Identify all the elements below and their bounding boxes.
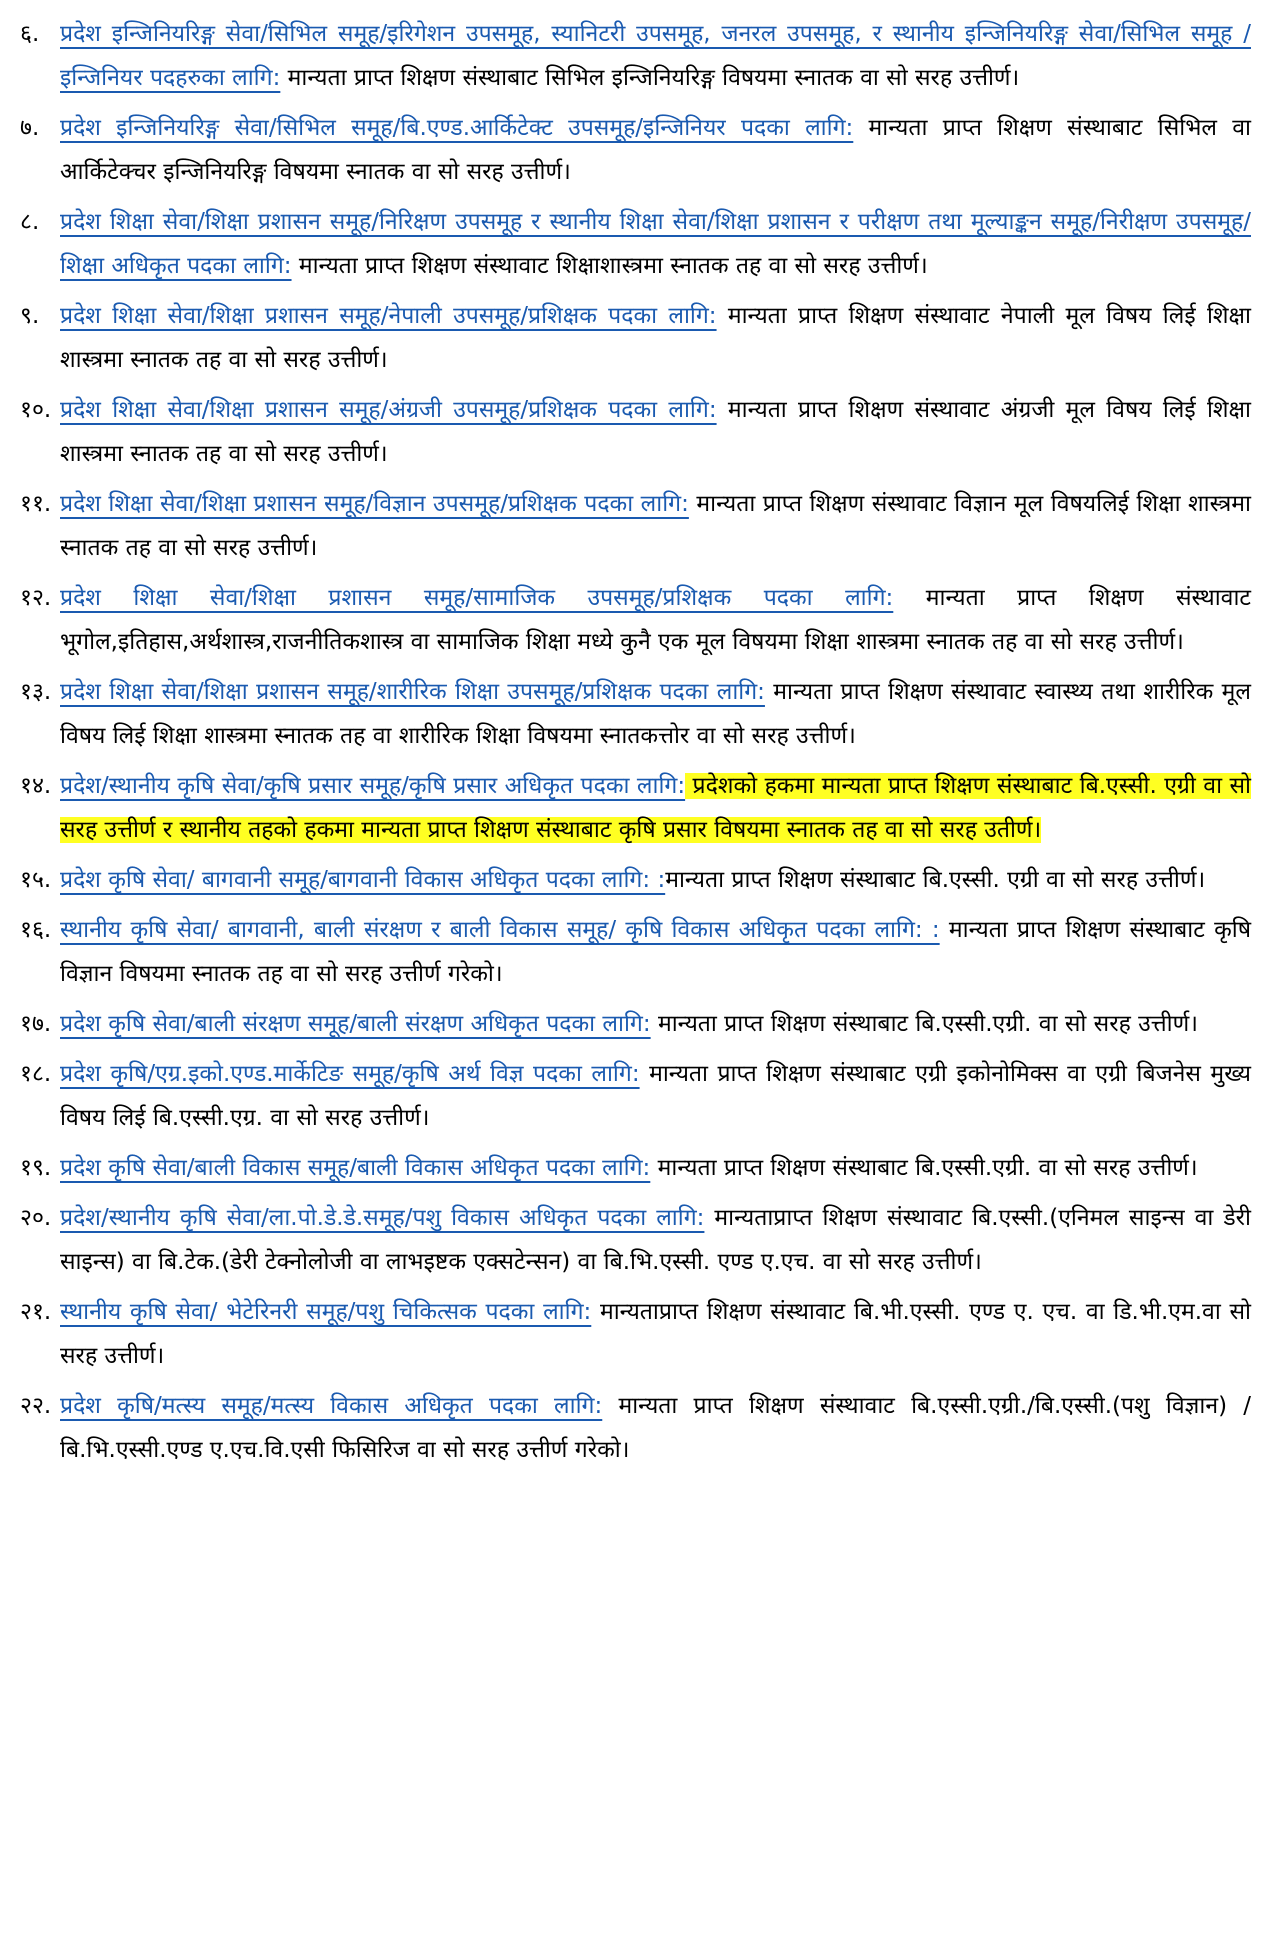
post-title-link[interactable]: प्रदेश शिक्षा सेवा/शिक्षा प्रशासन समूह/विज्ञान उपसमूह/प्रशिक्षक पदका लागि: (60, 491, 689, 517)
requirement-text: मान्यता प्राप्त शिक्षण संस्थावाट शिक्षाशास्त्रमा स्नातक तह वा सो सरह उत्तीर्ण। (291, 253, 928, 279)
list-item (20, 908, 1251, 996)
list-item (20, 1196, 1251, 1284)
list-item (20, 106, 1251, 194)
requirement-text: मान्यता प्राप्त शिक्षण संस्थाबाट सिभिल वा आर्किटेक्चर इन्जिनियरिङ्ग विषयमा स्नातक वा सो सरह उत्तीर्ण। (60, 115, 1251, 185)
item-number: ६. (20, 21, 40, 47)
list-item (20, 1052, 1251, 1140)
post-title-link[interactable]: प्रदेश शिक्षा सेवा/शिक्षा प्रशासन समूह/निरिक्षण उपसमूह र स्थानीय शिक्षा सेवा/शिक्षा प्रशासन र परीक्षण तथा मूल्याङ्कन समूह/निरीक्षण उपसमूह/शिक्षा अधिकृत पदका लागि: (60, 209, 1251, 279)
item-number: १२. (20, 585, 52, 611)
post-title-link[interactable]: प्रदेश शिक्षा सेवा/शिक्षा प्रशासन समूह/अंग्रजी उपसमूह/प्रशिक्षक पदका लागि: (60, 397, 717, 423)
requirement-text: मान्यता प्राप्त शिक्षण संस्थावाट स्वास्थ्य तथा शारीरिक मूल विषय लिई शिक्षा शास्त्रमा स्नातक तह वा शारीरिक शिक्षा विषयमा स्नातकत्तोर वा सो सरह उत्तीर्ण। (60, 679, 1252, 749)
item-number: १३. (20, 679, 52, 705)
requirement-text: मान्यता प्राप्त शिक्षण संस्थाबाट एग्री इकोनोमिक्स वा एग्री बिजनेस मुख्य विषय लिई बि.एस्सी.एग्र. वा सो सरह उत्तीर्ण। (60, 1061, 1251, 1131)
list-item (20, 764, 1251, 852)
post-title-link[interactable]: प्रदेश कृषि/एग्र.इको.एण्ड.मार्केटिङ समूह/कृषि अर्थ विज्ञ पदका लागि: (60, 1061, 640, 1087)
post-title-link[interactable]: प्रदेश/स्थानीय कृषि सेवा/कृषि प्रसार समूह/कृषि प्रसार अधिकृत पदका लागि: (60, 773, 686, 799)
item-number: ७. (20, 115, 40, 141)
post-title-link[interactable]: प्रदेश शिक्षा सेवा/शिक्षा प्रशासन समूह/शारीरिक शिक्षा उपसमूह/प्रशिक्षक पदका लागि: (60, 679, 765, 705)
post-title-link[interactable]: प्रदेश कृषि सेवा/ बागवानी समूह/बागवानी विकास अधिकृत पदका लागि: : (60, 867, 666, 893)
post-title-link[interactable]: प्रदेश शिक्षा सेवा/शिक्षा प्रशासन समूह/सामाजिक उपसमूह/प्रशिक्षक पदका लागि: (60, 585, 894, 611)
list-item (20, 1290, 1251, 1378)
item-number: १७. (20, 1011, 52, 1037)
requirement-text: मान्यता प्राप्त शिक्षण संस्थाबाट बि.एस्सी.एग्री. वा सो सरह उत्तीर्ण। (650, 1155, 1198, 1181)
list-item (20, 294, 1251, 382)
requirement-text: मान्यता प्राप्त शिक्षण संस्थावाट भूगोल,इतिहास,अर्थशास्त्र,राजनीतिकशास्त्र वा सामाजिक शिक्षा मध्ये कुनै एक मूल विषयमा शिक्षा शास्त्रमा स्नातक तह वा सो सरह उत्तीर्ण। (60, 585, 1251, 655)
item-number: १०. (20, 397, 52, 423)
list-item (20, 200, 1251, 288)
requirement-text: मान्यता प्राप्त शिक्षण संस्थावाट विज्ञान मूल विषयलिई शिक्षा शास्त्रमा स्नातक तह वा सो सरह उत्तीर्ण। (60, 491, 1251, 561)
requirement-text: मान्यता प्राप्त शिक्षण संस्थाबाट बि.एस्सी. एग्री वा सो सरह उत्तीर्ण। (665, 867, 1206, 893)
item-number: ९. (20, 303, 40, 329)
requirement-text: मान्यताप्राप्त शिक्षण संस्थावाट बि.एस्सी.(एनिमल साइन्स वा डेरी साइन्स) वा बि.टेक.(डेरी टेक्नोलोजी वा लाभइष्टक एक्सटेन्सन) वा बि.भि.एस्सी. एण्ड ए.एच. वा सो सरह उत्तीर्ण। (60, 1205, 1252, 1275)
post-title-link[interactable]: प्रदेश कृषि सेवा/बाली विकास समूह/बाली विकास अधिकृत पदका लागि: (60, 1155, 651, 1181)
item-number: २१. (20, 1299, 52, 1325)
item-number: ११. (20, 491, 52, 517)
requirement-text: मान्यता प्राप्त शिक्षण संस्थाबाट सिभिल इन्जिनियरिङ्ग विषयमा स्नातक वा सो सरह उत्तीर्ण। (280, 65, 1020, 91)
post-title-link[interactable]: प्रदेश कृषि सेवा/बाली संरक्षण समूह/बाली संरक्षण अधिकृत पदका लागि: (60, 1011, 651, 1037)
list-item (20, 388, 1251, 476)
post-title-link[interactable]: स्थानीय कृषि सेवा/ भेटेरिनरी समूह/पशु चिकित्सक पदका लागि: (60, 1299, 592, 1325)
item-number: २०. (20, 1205, 52, 1231)
item-number: १९. (20, 1155, 52, 1181)
list-item (20, 1146, 1251, 1190)
item-number: १५. (20, 867, 52, 893)
requirement-text: मान्यताप्राप्त शिक्षण संस्थावाट बि.भी.एस्सी. एण्ड ए. एच. वा डि.भी.एम.वा सो सरह उत्तीर्ण। (60, 1299, 1251, 1369)
list-item (20, 12, 1251, 100)
post-title-link[interactable]: स्थानीय कृषि सेवा/ बागवानी, बाली संरक्षण र बाली विकास समूह/ कृषि विकास अधिकृत पदका लागि: : (60, 917, 940, 943)
item-number: २२. (20, 1393, 52, 1419)
list-item (20, 576, 1251, 664)
list-item (20, 670, 1251, 758)
list-item (20, 1384, 1251, 1472)
requirement-text: मान्यता प्राप्त शिक्षण संस्थावाट अंग्रजी मूल विषय लिई शिक्षा शास्त्रमा स्नातक तह वा सो सरह उत्तीर्ण। (60, 397, 1251, 467)
item-number: ८. (20, 209, 40, 235)
list-item (20, 1002, 1251, 1046)
requirement-text: मान्यता प्राप्त शिक्षण संस्थाबाट बि.एस्सी.एग्री. वा सो सरह उत्तीर्ण। (650, 1011, 1198, 1037)
item-number: १४. (20, 773, 52, 799)
post-title-link[interactable]: प्रदेश कृषि/मत्स्य समूह/मत्स्य विकास अधिकृत पदका लागि: (60, 1393, 603, 1419)
post-title-link[interactable]: प्रदेश इन्जिनियरिङ्ग सेवा/सिभिल समूह/बि.एण्ड.आर्किटेक्ट उपसमूह/इन्जिनियर पदका लागि: (60, 115, 854, 141)
requirement-text: मान्यता प्राप्त शिक्षण संस्थावाट बि.एस्सी.एग्री./बि.एस्सी.(पशु विज्ञान) /बि.भि.एस्सी.एण्ड ए.एच.वि.एसी फिसिरिज वा सो सरह उत्तीर्ण गरेको। (60, 1393, 1251, 1463)
requirement-text: मान्यता प्राप्त शिक्षण संस्थावाट नेपाली मूल विषय लिई शिक्षा शास्त्रमा स्नातक तह वा सो सरह उत्तीर्ण। (60, 303, 1251, 373)
list-item (20, 482, 1251, 570)
highlighted-requirement-text: प्रदेशको हकमा मान्यता प्राप्त शिक्षण संस्थाबाट बि.एस्सी. एग्री वा सो सरह उत्तीर्ण र स्थानीय तहको हकमा मान्यता प्राप्त शिक्षण संस्थाबाट कृषि प्रसार विषयमा स्नातक तह वा सो सरह उतीर्ण। (60, 773, 1252, 843)
list-item (20, 858, 1251, 902)
post-title-link[interactable]: प्रदेश शिक्षा सेवा/शिक्षा प्रशासन समूह/नेपाली उपसमूह/प्रशिक्षक पदका लागि: (60, 303, 717, 329)
post-title-link[interactable]: प्रदेश इन्जिनियरिङ्ग सेवा/सिभिल समूह/इरिगेशन उपसमूह, स्यानिटरी उपसमूह, जनरल उपसमूह, र स्थानीय इन्जिनियरिङ्ग सेवा/सिभिल समूह /इन्जिनियर पदहरुका लागि: (60, 21, 1251, 91)
requirement-text: मान्यता प्राप्त शिक्षण संस्थाबाट कृषि विज्ञान विषयमा स्नातक तह वा सो सरह उत्तीर्ण गरेको। (60, 917, 1252, 987)
post-title-link[interactable]: प्रदेश/स्थानीय कृषि सेवा/ला.पो.डे.डे.समूह/पशु विकास अधिकृत पदका लागि: (60, 1205, 705, 1231)
item-number: १६. (20, 917, 52, 943)
item-number: १८. (20, 1061, 52, 1087)
